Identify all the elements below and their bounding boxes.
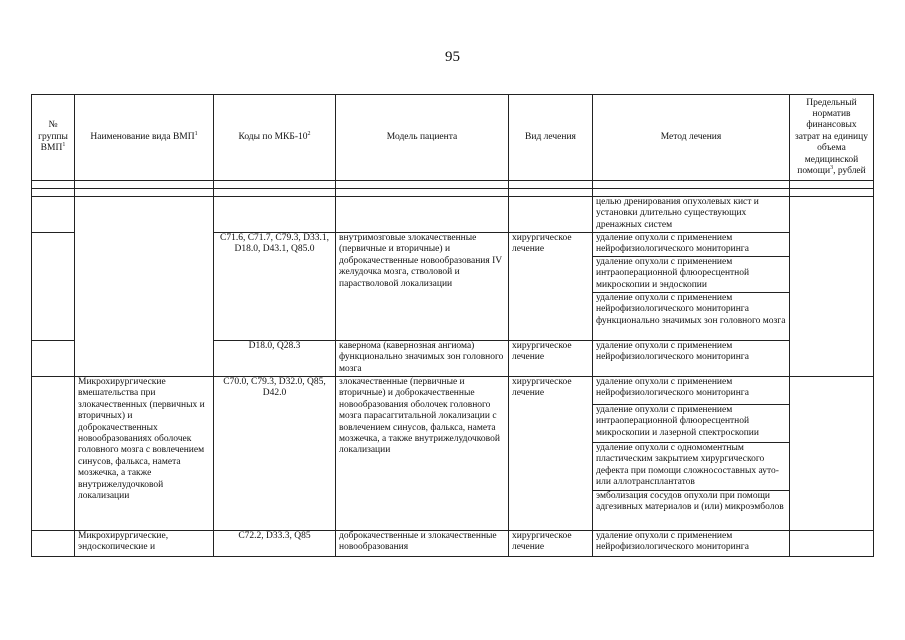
table-row xyxy=(32,197,874,233)
vmp-name-cell: Микрохирургические вмешательства при злокачественных (первичных и вторичных) и доброкачественных новообразованиях оболочек головного мозга с вовлечением синусов, фалькса, намета мозжечка, а также внутрижелудочковой локализации xyxy=(75,377,214,531)
patient-model-cell: доброкачественные и злокачественные новообразования xyxy=(336,531,509,557)
table-header-row xyxy=(32,95,874,181)
icd-codes-cell: C72.2, D33.3, Q85 xyxy=(214,531,336,557)
spacer-row xyxy=(32,189,874,197)
icd-codes-cell: D18.0, Q28.3 xyxy=(214,341,336,377)
vmp-table xyxy=(31,94,874,557)
method-cell: удаление опухоли с применением нейрофизиологического мониторинга xyxy=(593,377,790,405)
method-cell: удаление опухоли с применением нейрофизиологического мониторинга xyxy=(593,233,790,257)
header-patient-model: Модель пациента xyxy=(336,95,509,181)
treatment-type-cell: хирургическое лечение xyxy=(509,233,593,341)
table-row xyxy=(32,377,874,405)
header-icd-codes: Коды по МКБ-$10^2$ xyxy=(214,95,336,181)
cost-cell xyxy=(790,197,874,377)
icd-codes-cell: C70.0, C79.3, D32.0, Q85, D42.0 xyxy=(214,377,336,531)
vmp-name-cell: Микрохирургические, эндоскопические и xyxy=(75,531,214,557)
header-treatment-method: Метод лечения xyxy=(593,95,790,181)
method-cell: удаление опухоли с применением нейрофизиологического мониторинга функционально значимых зон головного мозга xyxy=(593,293,790,341)
cost-cell xyxy=(790,531,874,557)
patient-model-cell: злокачественные (первичные и вторичные) и доброкачественные новообразования оболочек головного мозга парасаггитальной локализации с вовлечением синусов, фалькса, намета мозжечка, а также внутрижелудочковой локализации xyxy=(336,377,509,531)
header-group-number: № группы ВМП$^1$ xyxy=(32,95,75,181)
method-cell: удаление опухоли с одномоментным пластическим закрытием хирургического дефекта при помощи сложносоставных ауто- или аллотрансплантатов xyxy=(593,443,790,491)
header-cost-norm: Предельный норматив финансовых затрат на единицу объема медицинской помощи$^3$, рублей xyxy=(790,95,874,181)
patient-model-cell: внутримозговые злокачественные (первичные и вторичные) и доброкачественные новообразования IV желудочка мозга, стволовой и парастволовой локализации xyxy=(336,233,509,341)
column-number-row xyxy=(32,181,874,189)
treatment-type-cell: хирургическое лечение xyxy=(509,341,593,377)
treatment-type-cell: хирургическое лечение xyxy=(509,377,593,531)
method-cell: удаление опухоли с применением интраоперационной флюоресцентной микроскопии и эндоскопии xyxy=(593,257,790,293)
vmp-name-cell xyxy=(75,197,214,377)
method-cell: удаление опухоли с применением нейрофизиологического мониторинга xyxy=(593,531,790,557)
method-cell: эмболизация сосудов опухоли при помощи адгезивных материалов и (или) микроэмболов xyxy=(593,491,790,531)
cost-cell xyxy=(790,377,874,531)
table-row xyxy=(32,531,874,557)
method-cell: целью дренирования опухолевых кист и установки длительно существующих дренажных систем xyxy=(593,197,790,233)
method-cell: удаление опухоли с применением нейрофизиологического мониторинга xyxy=(593,341,790,377)
icd-codes-cell: C71.6, C71.7, C79.3, D33.1, D18.0, D43.1, Q85.0 xyxy=(214,233,336,341)
page-number: 95 xyxy=(445,49,460,65)
method-cell: удаление опухоли с применением интраоперационной флюоресцентной микроскопии и лазерной спектроскопии xyxy=(593,405,790,443)
header-treatment-type: Вид лечения xyxy=(509,95,593,181)
patient-model-cell: кавернома (кавернозная ангиома) функционально значимых зон головного мозга xyxy=(336,341,509,377)
treatment-type-cell: хирургическое лечение xyxy=(509,531,593,557)
header-vmp-name: Наименование вида ВМП$^1$ xyxy=(75,95,214,181)
